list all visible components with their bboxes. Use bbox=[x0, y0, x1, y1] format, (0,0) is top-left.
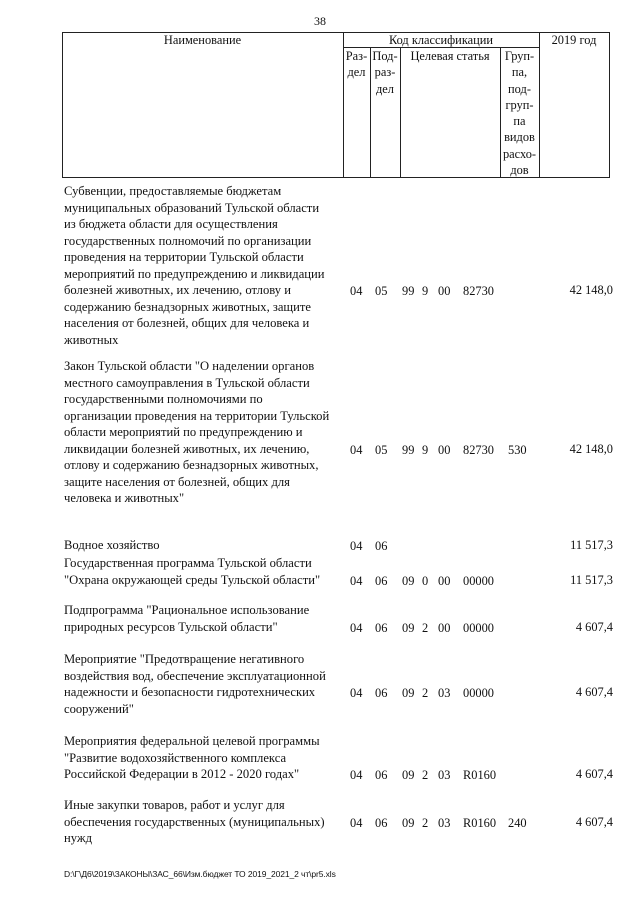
code-rz: 04 bbox=[350, 620, 363, 635]
row-name: Мероприятие "Предотвращение негативного воздействия вод, обеспечение эксплуатационной надежности и безопасности гидротехнических сооружений" bbox=[64, 652, 326, 716]
code-cs1: 09 bbox=[402, 815, 415, 830]
code-cs1: 99 bbox=[402, 442, 415, 457]
code-cs4: R0160 bbox=[463, 768, 497, 782]
code-cs2: 2 bbox=[422, 620, 429, 635]
code-vr: 530 bbox=[508, 442, 527, 457]
code-cs3: 00 bbox=[438, 284, 451, 298]
header-target-article: Целевая статья bbox=[410, 49, 490, 63]
code-cs3: 00 bbox=[438, 620, 451, 635]
code-pr: 05 bbox=[375, 442, 388, 457]
header-year: 2019 год bbox=[551, 33, 597, 47]
code-pr: 06 bbox=[375, 539, 388, 553]
code-cs2: 2 bbox=[422, 686, 429, 700]
page-number: 38 bbox=[314, 14, 326, 28]
code-cs3: 00 bbox=[438, 442, 451, 457]
header-classification: Код классификации bbox=[388, 33, 494, 47]
code-pr: 06 bbox=[375, 815, 388, 830]
code-pr: 06 bbox=[375, 768, 388, 782]
amount-2019: 42 148,0 bbox=[569, 441, 613, 456]
code-cs4: 82730 bbox=[463, 284, 494, 298]
row-name: Подпрограмма "Рациональное использование природных ресурсов Тульской области" bbox=[64, 603, 310, 634]
code-rz: 04 bbox=[350, 768, 363, 782]
code-pr: 06 bbox=[375, 573, 388, 588]
amount-2019: 4 607,4 bbox=[575, 767, 613, 781]
code-cs1: 99 bbox=[402, 284, 415, 298]
code-cs3: 00 bbox=[438, 573, 451, 588]
code-cs2: 9 bbox=[422, 284, 429, 298]
code-rz: 04 bbox=[350, 284, 363, 298]
row-name: Иные закупки товаров, работ и услуг для обеспечения государственных (муниципальных) нужд bbox=[64, 798, 325, 845]
row-name: Водное хозяйство bbox=[64, 538, 160, 552]
code-cs4: R0160 bbox=[463, 815, 497, 830]
code-pr: 06 bbox=[375, 620, 388, 635]
code-cs2: 2 bbox=[422, 815, 429, 830]
code-cs4: 00000 bbox=[463, 686, 494, 700]
row-name: Мероприятия федеральной целевой программы "Развитие водохозяйственного комплекса Российской Федерации в 2012 - 2020 годах" bbox=[64, 734, 320, 781]
code-rz: 04 bbox=[350, 815, 363, 830]
file-path-footer: D:\Г\Д6\2019\ЗАКОНЫ\ЗАС_66\Изм.бюджет ТО 2019_2021_2 чт\pr5.xls bbox=[64, 869, 336, 879]
code-cs2: 2 bbox=[422, 768, 429, 782]
code-cs4: 00000 bbox=[463, 573, 494, 588]
code-cs1: 09 bbox=[402, 620, 415, 635]
code-vr: 240 bbox=[508, 815, 527, 830]
amount-2019: 11 517,3 bbox=[570, 538, 613, 552]
code-cs4: 00000 bbox=[463, 620, 494, 635]
header-expense-group: Груп- па, под- груп- па видов расхо- дов bbox=[502, 49, 537, 178]
code-cs1: 09 bbox=[402, 573, 415, 588]
code-rz: 04 bbox=[350, 686, 363, 700]
code-cs2: 9 bbox=[422, 442, 429, 457]
code-rz: 04 bbox=[350, 573, 363, 588]
row-name: Субвенции, предоставляемые бюджетам муниципальных образований Тульской области из бюджета области для осуществления государственных полномочий по организации проведения на территории Тульской области мероприятий по предупреждению и ликвидации болезней животных, их лечению, отлову и содержанию безнадзорных животных, защите населения от болезней, общих для человека и животных bbox=[64, 184, 325, 347]
header-section: Раз- дел bbox=[345, 49, 368, 80]
code-cs3: 03 bbox=[438, 768, 451, 782]
code-rz: 04 bbox=[350, 442, 363, 457]
row-name: Государственная программа Тульской области "Охрана окружающей среды Тульской области" bbox=[64, 556, 321, 587]
code-cs1: 09 bbox=[402, 768, 415, 782]
code-rz: 04 bbox=[350, 539, 363, 553]
code-pr: 05 bbox=[375, 284, 388, 298]
code-cs3: 03 bbox=[438, 815, 451, 830]
row-name: Закон Тульской области "О наделении органов местного самоуправления в Тульской области государственными полномочиями по организации проведения на территории Тульской области мероприятий по предупреждению и ликвидации болезней животных, их лечению, отлову и содержанию безнадзорных животных, защите населения от болезней, общих для человека и животных" bbox=[64, 359, 330, 505]
amount-2019: 42 148,0 bbox=[569, 283, 613, 297]
amount-2019: 4 607,4 bbox=[575, 814, 613, 829]
header-subsection: Под- раз- дел bbox=[372, 49, 398, 96]
code-cs4: 82730 bbox=[463, 442, 494, 457]
amount-2019: 4 607,4 bbox=[575, 685, 613, 699]
amount-2019: 11 517,3 bbox=[570, 572, 613, 587]
header-name: Наименование bbox=[163, 33, 242, 47]
code-pr: 06 bbox=[375, 686, 388, 700]
code-cs1: 09 bbox=[402, 686, 415, 700]
code-cs3: 03 bbox=[438, 686, 451, 700]
amount-2019: 4 607,4 bbox=[575, 619, 613, 634]
code-cs2: 0 bbox=[422, 573, 429, 588]
